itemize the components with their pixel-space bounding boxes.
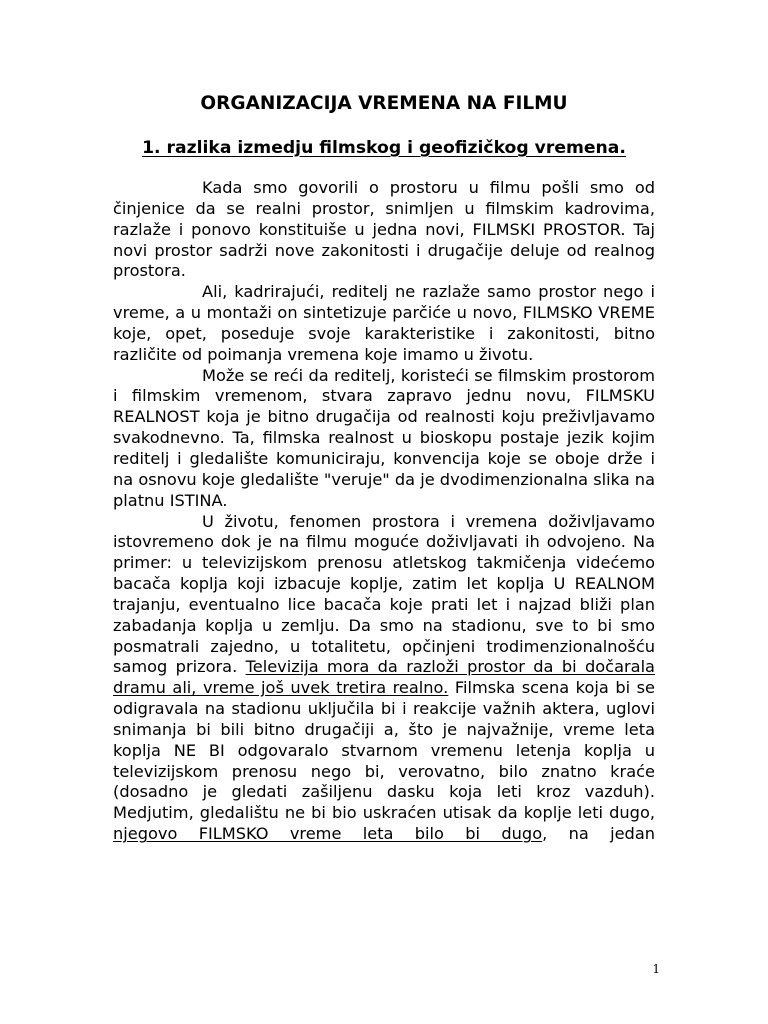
paragraph-1: Kada smo govorili o prostoru u filmu pošli smo od činjenice da se realni prostor, snimljen u filmskim kadrovima, razlaže i ponovo konstituiše u jedna novi, FILMSKI PROSTOR. Taj novi prostor sadrži nove zakonitosti i drugačije deluje od realnog prostora. (113, 178, 655, 281)
paragraph-4-text-3: , na jedan (542, 824, 655, 844)
underlined-phrase-television: Televizija mora da razloži prostor da bi dočarala dramu ali, vreme još uvek tretira realno. (113, 657, 655, 698)
paragraph-3: Može se reći da reditelj, koristeći se filmskim prostorom i filmskim vremenom, stvara zapravo jednu novu, FILMSKU REALNOST koja je bitno drugačija od realnosti koju preživljavamo svakodnevno. Ta, filmska realnost u bioskopu postaje jezik kojim reditelj i gledalište komuniciraju, konvencija koje se oboje drže i na osnovu koje gledalište "veruje" da je dvodimenzionalna slika na platnu ISTINA. (113, 365, 655, 510)
paragraph-2: Ali, kadrirajući, reditelj ne razlaže samo prostor nego i vreme, a u montaži on sintetizuje parčiće u novo, FILMSKO VREME koje, opet, poseduje svoje karakteristike i zakonitosti, bitno različite od poimanja vremena koje imamo u životu. (113, 282, 655, 364)
paragraph-4 (113, 512, 655, 846)
section-heading-text: 1. razlika izmedju filmskog i geofizičkog vremena. (142, 138, 626, 158)
document-title: ORGANIZACIJA VREMENA NA FILMU (200, 93, 568, 114)
paragraph-4-text-1: U životu, fenomen prostora i vremena doživljavamo istovremeno dok je na filmu moguće doživljavati ih odvojeno. Na primer: u televizijskom prenosu atletskog takmičenja videćemo bacača koplja koji izbacuje koplje, zatim let koplja U REALNOM trajanju, eventualno lice bacača koje prati let i najzad bliži plan zabadanja koplja u zemlju. Da smo na stadionu, sve to bi smo posmatrali zajedno, u totalitetu, opčinjeni trodimenzionalnošću samog prizora. (113, 511, 655, 677)
paragraph-4-text-2: Filmska scena koja bi se odigravala na stadionu uključila bi i reakcije važnih aktera, uglovi snimanja bi bili bitno drugačiji a, što je najvažnije, vreme leta koplja NE BI odgovaralo stvarnom vremenu letenja koplja u televizijskom prenosu nego bi, verovatno, bilo znatno kraće (dosadno je gledati zašiljenu dasku koja leti kroz vazduh). Medjutim, gledalištu ne bi bio uskraćen utisak da koplje leti dugo, (113, 678, 655, 823)
document-body (113, 178, 655, 845)
underlined-phrase-film-time: njegovo FILMSKO vreme leta bilo bi dugo (113, 824, 543, 844)
section-heading (113, 136, 655, 160)
page-number: 1 (652, 962, 660, 976)
